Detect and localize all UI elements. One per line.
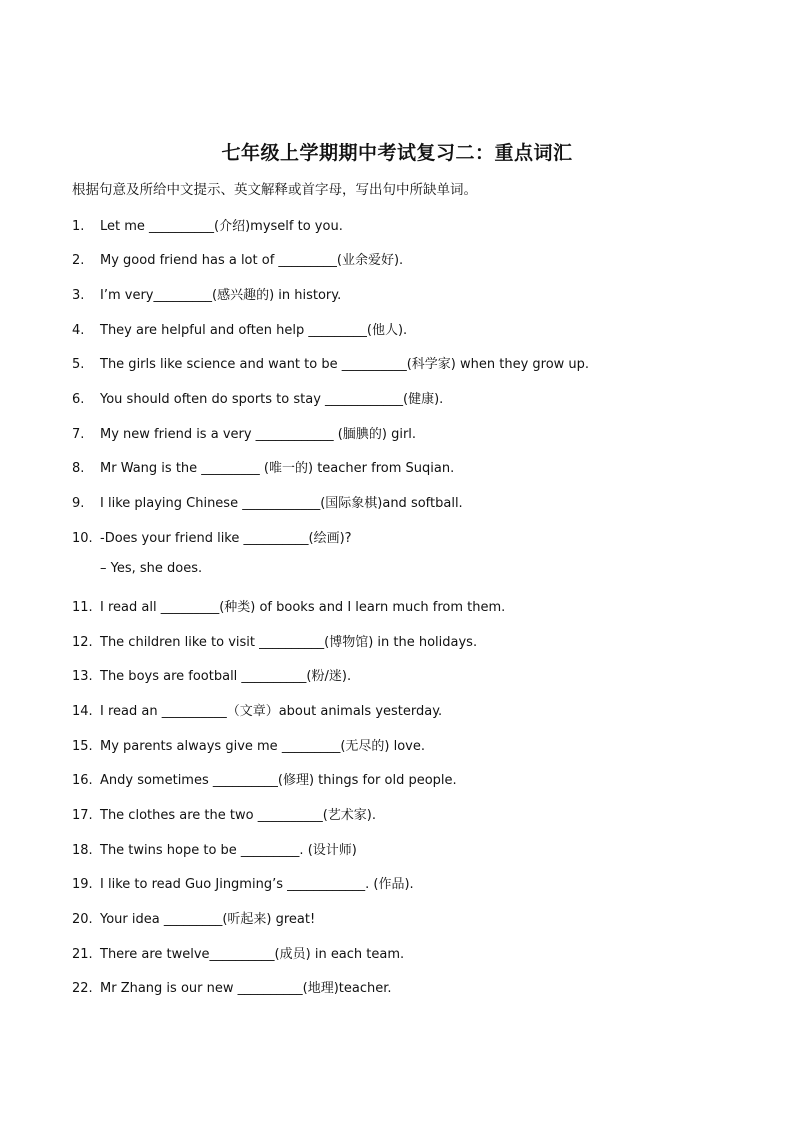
question-text: I read all _________(种类) of books and I learn much from them. bbox=[100, 600, 506, 615]
question-text: The boys are football __________(粉/迷). bbox=[100, 669, 352, 684]
question-item bbox=[72, 353, 589, 372]
answer-line bbox=[72, 561, 202, 576]
question-text: I like playing Chinese ____________(国际象棋)and softball. bbox=[100, 496, 463, 511]
question-number: 10. bbox=[72, 531, 93, 546]
question-text: Your idea _________(听起来) great! bbox=[100, 912, 316, 927]
question-number: 1. bbox=[72, 219, 85, 234]
question-item bbox=[72, 769, 457, 788]
question-number: 18. bbox=[72, 843, 93, 858]
question-item bbox=[72, 284, 341, 303]
question-item bbox=[72, 943, 404, 962]
question-number: 3. bbox=[72, 288, 85, 303]
question-text: The twins hope to be _________. (设计师) bbox=[100, 843, 357, 858]
question-item bbox=[72, 804, 376, 823]
question-item bbox=[72, 215, 343, 234]
question-item bbox=[72, 527, 352, 546]
question-text: The children like to visit __________(博物馆) in the holidays. bbox=[100, 635, 478, 650]
question-number: 15. bbox=[72, 739, 93, 754]
question-item bbox=[72, 700, 442, 719]
page-title: 七年级上学期期中考试复习二：重点词汇 bbox=[221, 142, 573, 164]
question-text: Mr Zhang is our new __________(地理)teacher. bbox=[100, 981, 392, 996]
question-number: 7. bbox=[72, 427, 85, 442]
question-item bbox=[72, 492, 463, 511]
question-number: 16. bbox=[72, 773, 93, 788]
question-text: My good friend has a lot of _________(业余爱好). bbox=[100, 253, 404, 268]
instructions: 根据句意及所给中文提示、英文解释或首字母，写出句中所缺单词。 bbox=[72, 182, 477, 198]
question-number: 6. bbox=[72, 392, 85, 407]
question-text: I like to read Guo Jingming’s ____________. (作品). bbox=[100, 877, 414, 892]
question-text: Mr Wang is the _________ (唯一的) teacher from Suqian. bbox=[100, 461, 455, 476]
question-number: 2. bbox=[72, 253, 85, 268]
question-text: The girls like science and want to be __________(科学家) when they grow up. bbox=[100, 357, 590, 372]
question-text: -Does your friend like __________(绘画)? bbox=[100, 531, 352, 546]
question-number: 11. bbox=[72, 600, 93, 615]
question-number: 20. bbox=[72, 912, 93, 927]
question-text: There are twelve__________(成员) in each team. bbox=[100, 947, 405, 962]
question-text: I read an __________（文章）about animals yesterday. bbox=[100, 704, 443, 719]
question-item bbox=[72, 423, 416, 442]
question-number: 13. bbox=[72, 669, 93, 684]
question-number: 4. bbox=[72, 323, 85, 338]
question-item bbox=[72, 457, 454, 476]
question-item bbox=[72, 319, 407, 338]
question-number: 5. bbox=[72, 357, 85, 372]
question-item bbox=[72, 249, 403, 268]
question-number: 21. bbox=[72, 947, 93, 962]
question-text: Andy sometimes __________(修理) things for old people. bbox=[100, 773, 457, 788]
question-number: 12. bbox=[72, 635, 93, 650]
question-item bbox=[72, 873, 414, 892]
question-text: You should often do sports to stay ____________(健康). bbox=[100, 392, 444, 407]
question-text: My parents always give me _________(无尽的) love. bbox=[100, 739, 425, 754]
question-number: 14. bbox=[72, 704, 93, 719]
question-item bbox=[72, 908, 315, 927]
question-item bbox=[72, 596, 505, 615]
question-item bbox=[72, 665, 351, 684]
question-text: I’m very_________(感兴趣的) in history. bbox=[100, 288, 342, 303]
question-text: – Yes, she does. bbox=[100, 561, 203, 576]
question-item bbox=[72, 631, 477, 650]
question-item bbox=[72, 735, 425, 754]
question-text: The clothes are the two __________(艺术家). bbox=[100, 808, 376, 823]
question-number: 8. bbox=[72, 461, 85, 476]
question-item bbox=[72, 839, 357, 858]
question-number: 17. bbox=[72, 808, 93, 823]
question-number: 19. bbox=[72, 877, 93, 892]
question-item bbox=[72, 977, 392, 996]
question-text: They are helpful and often help _________(他人). bbox=[100, 323, 408, 338]
question-number: 22. bbox=[72, 981, 93, 996]
question-text: Let me __________(介绍)myself to you. bbox=[100, 219, 343, 234]
question-number: 9. bbox=[72, 496, 85, 511]
question-text: My new friend is a very ____________ (腼腆的) girl. bbox=[100, 427, 417, 442]
question-item bbox=[72, 388, 443, 407]
